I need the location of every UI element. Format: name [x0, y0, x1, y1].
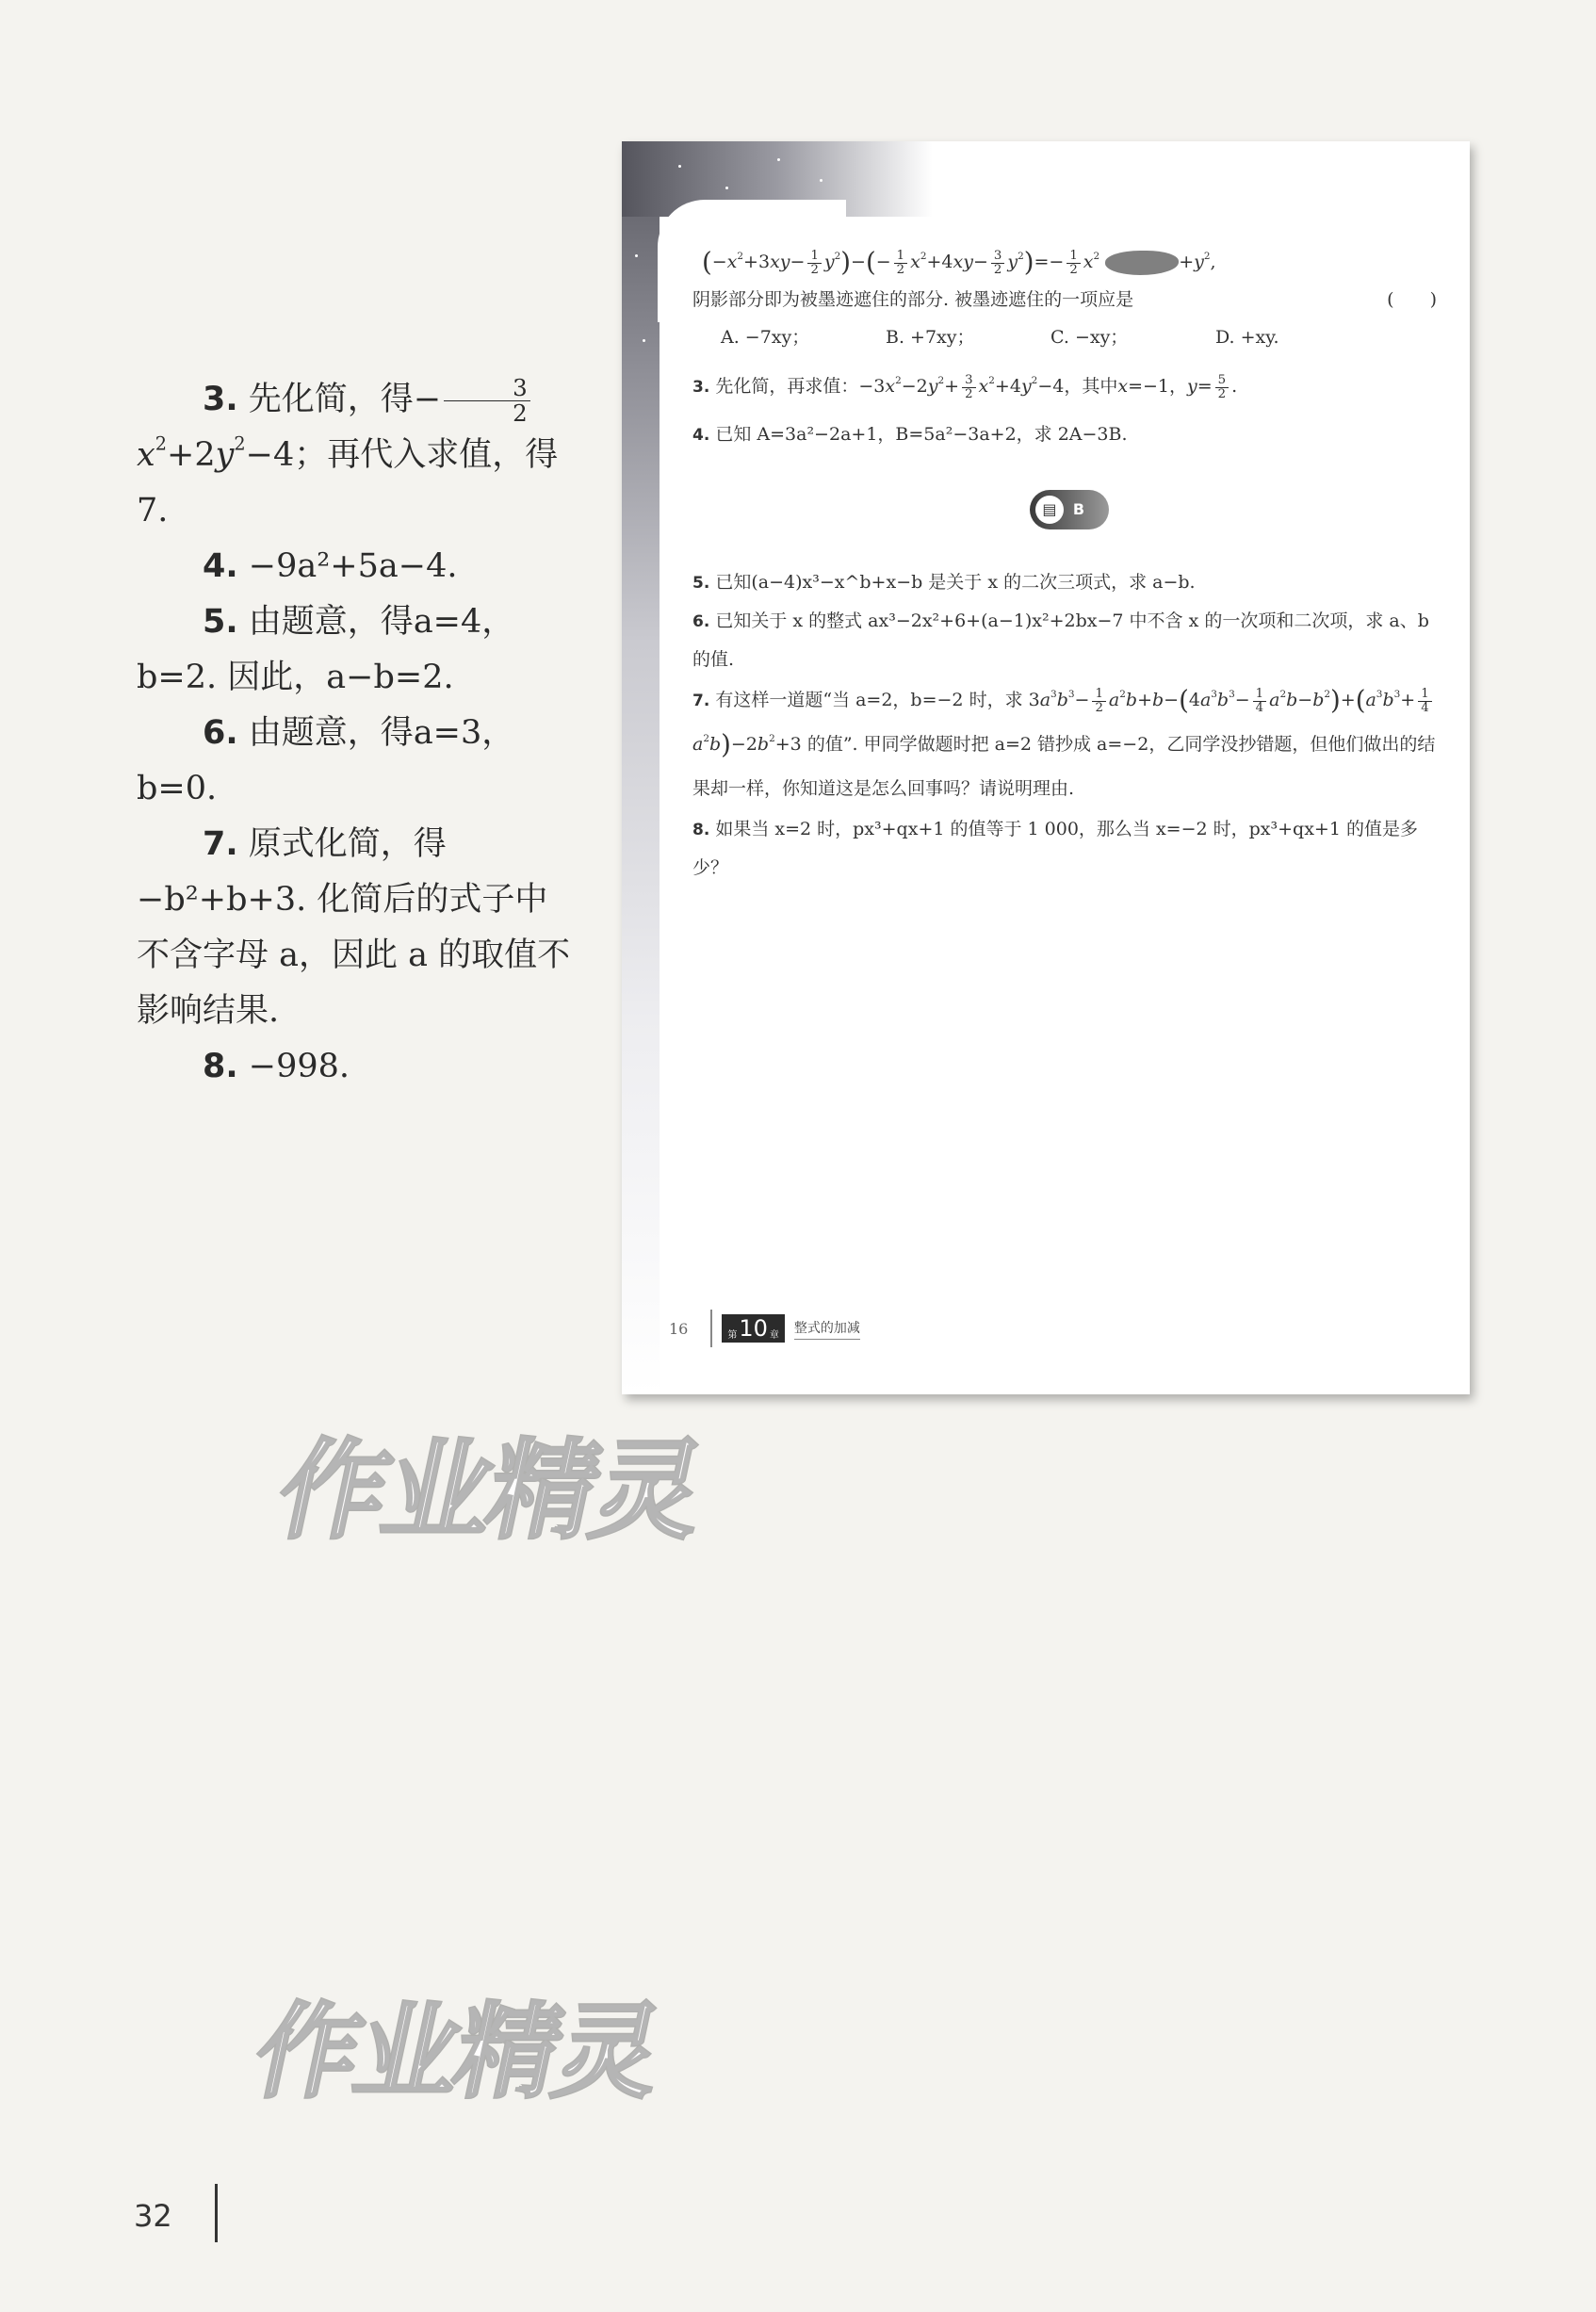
q2-equation: ($-x^2+3xy-$ $\frac{1}{2}$ $y^2)-(-$ $\frac{1}{2}$ $x^2+4xy-$ $\frac{3}{2}$ $y^2)=-$ $\frac{1}{2}$ $x^2 +y^2$, — [702, 247, 1216, 278]
section-badge-wrap — [692, 490, 1446, 535]
scan-footer — [669, 1310, 860, 1347]
option-c: C. −xy； — [1050, 327, 1129, 349]
ink-blot — [1105, 251, 1179, 275]
answer-5: 5. 由题意，得a=4，b=2. 因此，a−b=2. — [137, 603, 515, 696]
option-a: A. −7xy； — [721, 327, 810, 349]
question-5: 5. 已知(a−4)x³−x^b+x−b 是关于 x 的二次三项式，求 a−b. — [692, 572, 1196, 594]
question-3: 3. 先化简，再求值：$-3x^2-2y^2+$ $\frac{3}{2}$ $x^2+4y^2-4$，其中x=−1，y= $\frac{5}{2}$ . — [692, 372, 1238, 401]
page-number-rule — [215, 2184, 218, 2242]
watermark-upper: 作业精灵 — [267, 1428, 713, 1555]
book-icon: ▤ — [1035, 496, 1064, 524]
chapter-title: 整式的加减 — [794, 1318, 860, 1340]
footer-divider — [710, 1310, 712, 1347]
option-b: B. +7xy； — [886, 327, 975, 349]
answer-8: 8. −998. — [203, 1048, 350, 1085]
scan-page-number: 16 — [669, 1319, 689, 1338]
scan-content — [692, 243, 1446, 887]
q2-options — [692, 318, 1446, 356]
question-6: 6. 已知关于 x 的整式 ax³−2x²+6+(a−1)x²+2bx−7 中不含 x 的一次项和二次项，求 a、b 的值. — [692, 611, 1429, 671]
watermark-lower: 作业精灵 — [244, 1992, 670, 2112]
answer-6: 6. 由题意，得a=3，b=0. — [137, 714, 515, 807]
answer-3: 3. 先化简，得− $\frac{3}{2}$ $x^2+2y^2-4$；再代入求值，得7. — [137, 374, 559, 529]
decorative-strip — [622, 141, 660, 1394]
page-number: 32 — [134, 2198, 172, 2234]
question-4: 4. 已知 A=3a²−2a+1，B=5a²−3a+2，求 2A−3B. — [692, 424, 1128, 446]
textbook-page-scan — [622, 141, 1470, 1394]
answer-7: 7. 原式化简，得−b²+b+3. 化简后的式子中不含字母 a，因此 a 的取值不影响结果. — [137, 825, 571, 1030]
option-d: D. +xy. — [1215, 327, 1279, 349]
q2-text: 阴影部分即为被墨迹遮住的部分. 被墨迹遮住的一项应是 ( ) — [692, 289, 1437, 311]
question-8: 8. 如果当 x=2 时，px³+qx+1 的值等于 1 000，那么当 x=−2 时，px³+qx+1 的值是多少？ — [692, 818, 1418, 878]
chapter-box: 第 10 章 — [722, 1314, 785, 1343]
answer-4: 4. −9a²+5a−4. — [203, 547, 458, 585]
section-badge: ▤ B — [1030, 490, 1109, 529]
question-7: 7. 有这样一道题“当 a=2，b=−2 时，求 $3a^3b^3-$ $\frac{1}{2}$ $a^2b+b-(4a^3b^3-$ $\frac{1}{4}$ $a^2b-b^2)+(a^3b^3+$ $\frac{1}{4}$ $a^2b)-2b^2+3$ 的值”. 甲同学做题时把 a=2 错抄成 a=−2，乙同学没抄错题，但他们做出的结果却一样，你知道这是怎么回事吗？请说明理由. — [692, 685, 1436, 799]
answer-column — [137, 372, 579, 1095]
